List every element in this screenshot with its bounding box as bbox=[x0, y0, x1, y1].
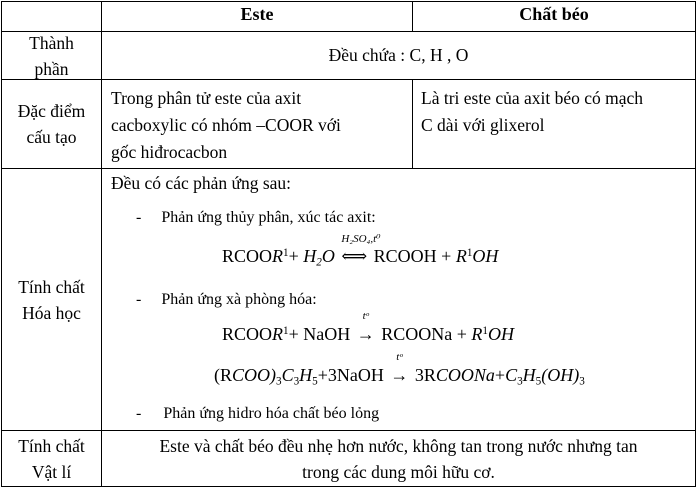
eq-term: R bbox=[471, 324, 483, 344]
label-line: Đặc điểm bbox=[17, 101, 86, 121]
bullet-dash: - bbox=[136, 405, 142, 422]
header-este: Este bbox=[240, 4, 274, 24]
eq-subscript: 3 bbox=[579, 375, 585, 388]
row-divider bbox=[1, 31, 695, 32]
eq-term: OH bbox=[472, 246, 499, 266]
eq-subscript: 5 bbox=[535, 375, 542, 388]
header-chat-beo: Chất béo bbox=[519, 4, 589, 24]
eq-term: + NaOH bbox=[288, 324, 351, 344]
text-line: C dài với glixerol bbox=[421, 115, 545, 135]
bullet-dash: - bbox=[136, 291, 142, 308]
row-label-thanh-phan bbox=[2, 32, 101, 79]
col-divider bbox=[412, 79, 413, 169]
comparison-table bbox=[1, 1, 695, 486]
eq-term: 3R bbox=[414, 365, 436, 385]
eq-term: RCOO bbox=[222, 324, 273, 344]
chemical-intro: Đều có các phản ứng sau: bbox=[111, 173, 292, 193]
eq-subscript: 5 bbox=[312, 375, 318, 388]
eq-term: R bbox=[272, 246, 284, 266]
reversible-arrow-icon bbox=[341, 233, 381, 267]
equation-hydrolysis bbox=[222, 233, 499, 269]
arrow-glyph: → bbox=[356, 324, 375, 344]
text-line: Este và chất béo đều nhẹ hơn nước, không tan trong nước nhưng tan bbox=[159, 436, 638, 456]
col-divider bbox=[101, 1, 102, 487]
eq-superscript: 1 bbox=[482, 324, 488, 337]
table-border-bottom bbox=[1, 486, 696, 487]
eq-subscript: 3 bbox=[517, 375, 523, 388]
label-line: Tính chất bbox=[18, 435, 85, 456]
eq-term: RCOOH + bbox=[373, 246, 456, 266]
row-divider bbox=[1, 79, 695, 80]
chat-beo-structure bbox=[421, 85, 695, 139]
eq-superscript: 1 bbox=[283, 324, 289, 337]
eq-subscript: 2 bbox=[316, 256, 322, 269]
label-line: Vật lí bbox=[31, 461, 72, 482]
eq-subscript: 3 bbox=[293, 375, 300, 388]
eq-term: (OH) bbox=[541, 365, 580, 385]
eq-operator: + bbox=[494, 365, 506, 385]
reaction-condition: tᵒ bbox=[362, 310, 369, 322]
text-line: Trong phân tử este của axit bbox=[111, 88, 302, 108]
bullet-hydrogenation bbox=[136, 405, 379, 423]
eq-term: R bbox=[272, 324, 284, 344]
eq-subscript: 3 bbox=[276, 375, 282, 388]
arrow-icon bbox=[356, 310, 375, 345]
arrow-glyph: → bbox=[390, 365, 409, 385]
thanh-phan-value: Đều chứa : C, H , O bbox=[328, 45, 469, 65]
bullet-saponification bbox=[136, 291, 317, 309]
physical-properties-value bbox=[102, 433, 695, 485]
eq-term: RCOO bbox=[222, 246, 273, 266]
label-line: Tính chất bbox=[18, 276, 85, 297]
table-border-top bbox=[1, 1, 695, 2]
bullet-dash: - bbox=[136, 209, 142, 226]
eq-term: H bbox=[303, 246, 317, 266]
eq-term: C bbox=[505, 365, 518, 385]
eq-term: C bbox=[281, 365, 294, 385]
bullet-text: Phản ứng hidro hóa chất béo lỏng bbox=[163, 405, 380, 422]
eq-superscript: 1 bbox=[466, 246, 473, 259]
eq-term: O bbox=[321, 246, 335, 266]
row-label-dac-diem-cau-tao bbox=[2, 80, 101, 168]
label-line: Hóa học bbox=[22, 302, 81, 323]
text-line: Là tri este của axit béo có mạch bbox=[421, 88, 644, 108]
reaction-condition: H₂SO₄,t⁰ bbox=[341, 233, 381, 245]
row-label-tinh-chat-hoa-hoc bbox=[2, 169, 101, 430]
eq-term: H bbox=[522, 365, 536, 385]
row-divider bbox=[1, 430, 695, 431]
text-line: gốc hiđrocacbon bbox=[111, 142, 228, 162]
row-divider bbox=[1, 168, 695, 169]
text-line: cacboxylic có nhóm –COOR với bbox=[111, 115, 341, 135]
bullet-text: Phản ứng xà phòng hóa: bbox=[161, 291, 317, 308]
label-line: Thành bbox=[29, 32, 74, 53]
eq-term: +3NaOH bbox=[317, 365, 384, 385]
arrow-glyph: ⟺ bbox=[341, 246, 368, 266]
row-label-tinh-chat-vat-li bbox=[2, 431, 101, 486]
bullet-text: Phản ứng thủy phân, xúc tác axit: bbox=[161, 209, 376, 226]
equation-saponification-ester bbox=[222, 310, 514, 345]
equation-saponification-fat bbox=[214, 351, 585, 388]
table-border-right bbox=[695, 1, 696, 487]
eq-superscript: 1 bbox=[283, 246, 289, 259]
label-line: phần bbox=[34, 58, 69, 79]
eq-operator: + bbox=[288, 246, 304, 266]
eq-term: R bbox=[455, 246, 467, 266]
bullet-hydrolysis bbox=[136, 209, 376, 227]
text-line: trong các dung môi hữu cơ. bbox=[302, 462, 495, 482]
eq-term: RCOONa + bbox=[381, 324, 472, 344]
arrow-icon bbox=[390, 351, 409, 386]
eq-term: COO) bbox=[232, 365, 276, 385]
label-line: cấu tạo bbox=[26, 127, 77, 147]
reaction-condition: tᵒ bbox=[396, 351, 403, 363]
eq-term: H bbox=[299, 365, 313, 385]
este-structure bbox=[111, 85, 411, 166]
eq-term: OH bbox=[487, 324, 514, 344]
eq-term: COONa bbox=[435, 365, 495, 385]
eq-term: (R bbox=[214, 365, 232, 385]
